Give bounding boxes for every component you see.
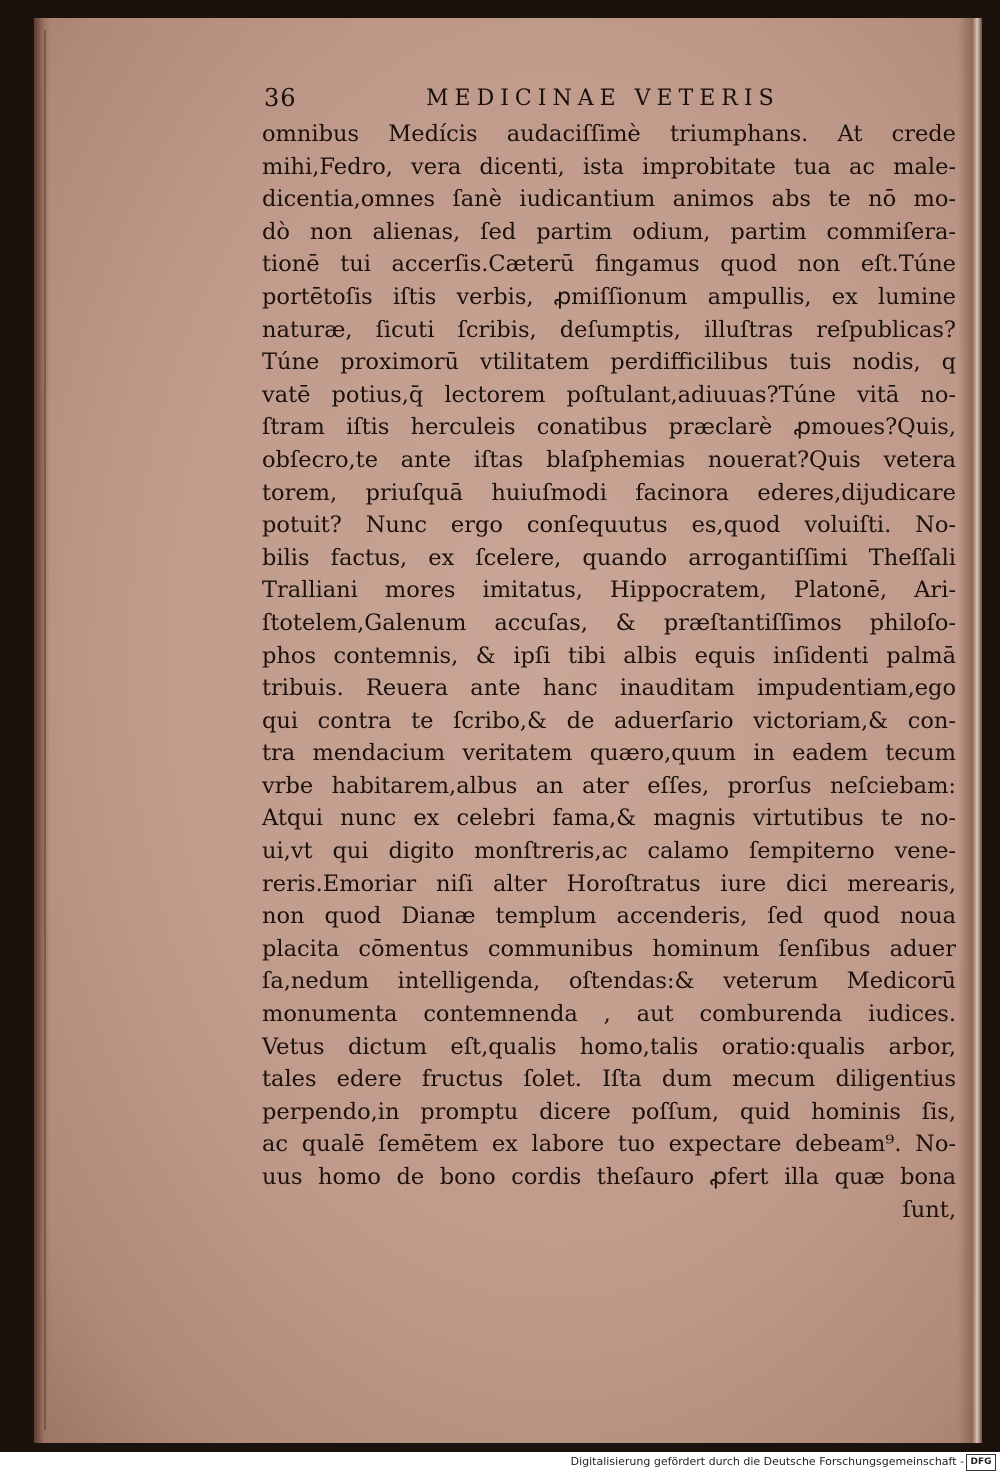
text-line: dicentia,omnes ſanè iudicantium animos abs te nō mo- — [262, 186, 956, 213]
text-line: ac qualē ſemētem ex labore tuo expectare debeam⁹. No- — [262, 1131, 956, 1158]
text-line: Vetus dictum eſt,qualis homo,talis oratio:qualis arbor, — [262, 1033, 956, 1060]
catchword: ſunt, — [902, 1196, 956, 1223]
text-line: phos contemnis, & ipſi tibi albis equis inſidenti palmā — [262, 642, 956, 669]
text-line: tribuis. Reuera ante hanc inauditam impudentiam,ego — [262, 675, 956, 702]
text-line: omnibus Medícis audaciſſimè triumphans. At crede — [262, 121, 956, 147]
text-line: ſa,nedum intelligenda, oſtendas:& veterum Medicorū — [262, 968, 956, 995]
text-line: ſtotelem,Galenum accuſas, & præſtantiſſimos philoſo- — [262, 609, 956, 636]
body-text — [262, 118, 962, 1226]
text-line: tra mendacium veritatem quæro,quum in eadem tecum — [262, 740, 956, 767]
footer-bar — [0, 1452, 1000, 1473]
binding-shadow — [44, 30, 46, 1430]
text-line: vrbe habitarem,albus an ater eſſes, prorſus neſciebam: — [262, 772, 956, 799]
text-line: naturæ, ſicuti ſcribis, deſumptis, illuſtras reſpublicas? — [262, 316, 956, 343]
text-line: tales edere fructus ſolet. Iſta dum mecum diligentius — [262, 1066, 956, 1093]
dfg-logo: DFG — [966, 1454, 996, 1471]
text-line: ui,vt qui digito monſtreris,ac calamo ſempiterno vene- — [262, 838, 956, 865]
text-line: Túne proximorū vtilitatem perdifficilibus tuis nodis, q — [262, 349, 956, 376]
text-line: uus homo de bono cordis theſauro ꝓfert illa quæ bona — [262, 1164, 956, 1190]
text-line: ſtram iſtis herculeis conatibus præclarè ꝓmoues?Quis, — [262, 414, 956, 441]
text-line: monumenta contemnenda , aut comburenda iudices. — [262, 1001, 956, 1028]
text-line: placita cōmentus communibus hominum ſenſibus aduer — [262, 935, 956, 962]
text-line: reris.Emoriar niſi alter Horoſtratus iure dici merearis, — [262, 870, 956, 897]
text-line: Tralliani mores imitatus, Hippocratem, Platonē, Ari- — [262, 577, 956, 604]
text-line: perpendo,in promptu dicere poſſum, quid hominis ſis, — [262, 1098, 956, 1125]
text-line: Atqui nunc ex celebri fama,& magnis virtutibus te no- — [262, 805, 956, 832]
text-line: bilis factus, ex ſcelere, quando arrogantiſſimi Theſſali — [262, 544, 956, 571]
text-line: dò non alienas, ſed partim odium, partim commiſera- — [262, 218, 956, 245]
funding-credit: Digitalisierung gefördert durch die Deutsche Forschungsgemeinschaft - — [570, 1455, 964, 1468]
text-line: vatē potius,q̄ lectorem poſtulant,adiuuas?Túne vitā no- — [262, 381, 956, 408]
text-line: potuit? Nunc ergo conſequutus es,quod voluiſti. No- — [262, 512, 956, 539]
text-line: portētoſis iſtis verbis, ꝓmiſſionum ampullis, ex lumine — [262, 283, 956, 310]
page-header — [264, 84, 844, 120]
page-number: 36 — [264, 84, 297, 112]
text-line: tionē tui accerſis.Cæterū fingamus quod non eſt.Túne — [262, 251, 956, 278]
text-line: qui contra te ſcribo,& de aduerſario victoriam,& con- — [262, 707, 956, 734]
running-head: MEDICINAE VETERIS — [426, 86, 780, 111]
text-line: torem, priuſquā huiuſmodi facinora ederes,dijudicare — [262, 479, 956, 506]
text-line: non quod Dianæ templum accenderis, ſed quod noua — [262, 903, 956, 930]
text-line: mihi,Fedro, vera dicenti, ista improbitate tua ac male- — [262, 153, 956, 180]
paper-left-edge — [34, 18, 50, 1443]
text-line: obſecro,te ante iſtas blaſphemias nouerat?Quis vetera — [262, 446, 956, 473]
